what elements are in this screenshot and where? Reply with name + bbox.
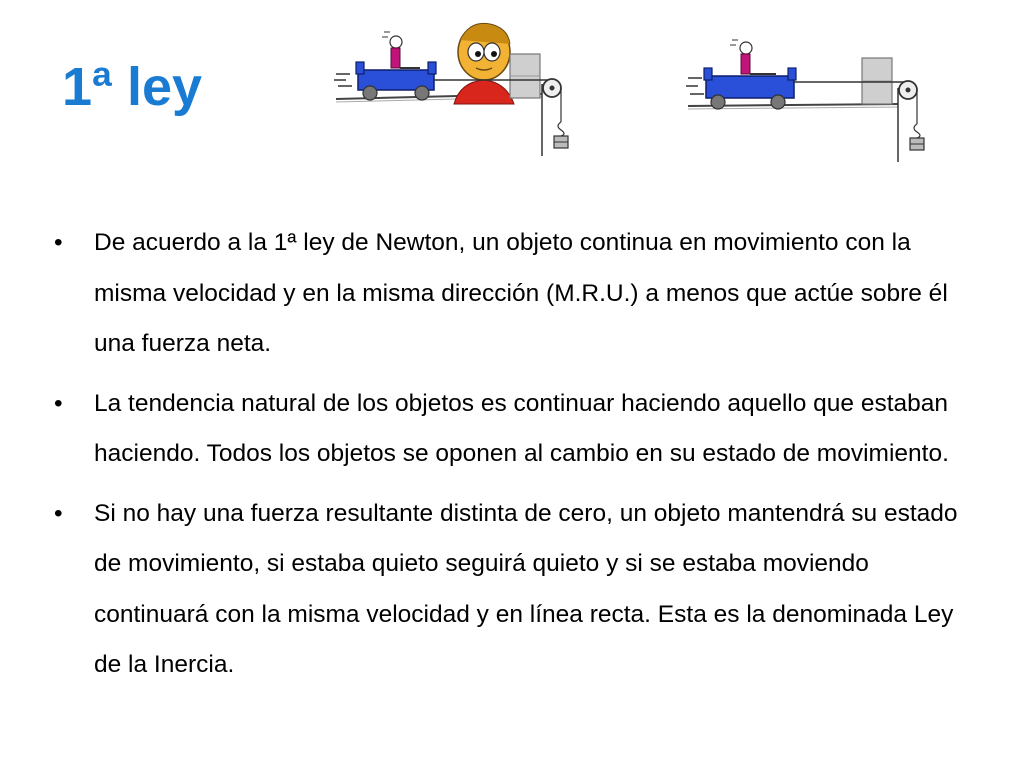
bullet-text: De acuerdo a la 1ª ley de Newton, un objeto continua en movimiento con la misma velocidad y en la misma dirección (M.R.U.) a menos que actúe sobre él una fuerza neta.: [94, 229, 948, 357]
list-item: [54, 489, 984, 691]
cart-with-observer-illustration: [330, 14, 580, 156]
bullet-text: La tendencia natural de los objetos es continuar haciendo aquello que estaban haciendo. Todos los objetos se oponen al cambio en su estado de movimiento.: [94, 389, 949, 467]
list-item: [54, 379, 984, 480]
bullet-marker: •: [54, 499, 63, 527]
list-item: [54, 218, 984, 370]
cart-pulley-illustration: [684, 36, 934, 162]
cart-pulley-observer-icon: [330, 14, 580, 156]
slide-title: 1ª ley: [62, 57, 203, 117]
bullet-marker: •: [54, 229, 63, 256]
bullet-marker: •: [54, 389, 63, 417]
bullet-text: Si no hay una fuerza resultante distinta de cero, un objeto mantendrá su estado de movimiento, si estaba quieto seguirá quieto y si se estaba moviendo continuará con la misma velocidad y en línea recta. Esta es la denominada Ley de la Inercia.: [94, 499, 958, 678]
cart-pulley-icon: [684, 36, 934, 162]
bullet-list: [54, 218, 984, 700]
